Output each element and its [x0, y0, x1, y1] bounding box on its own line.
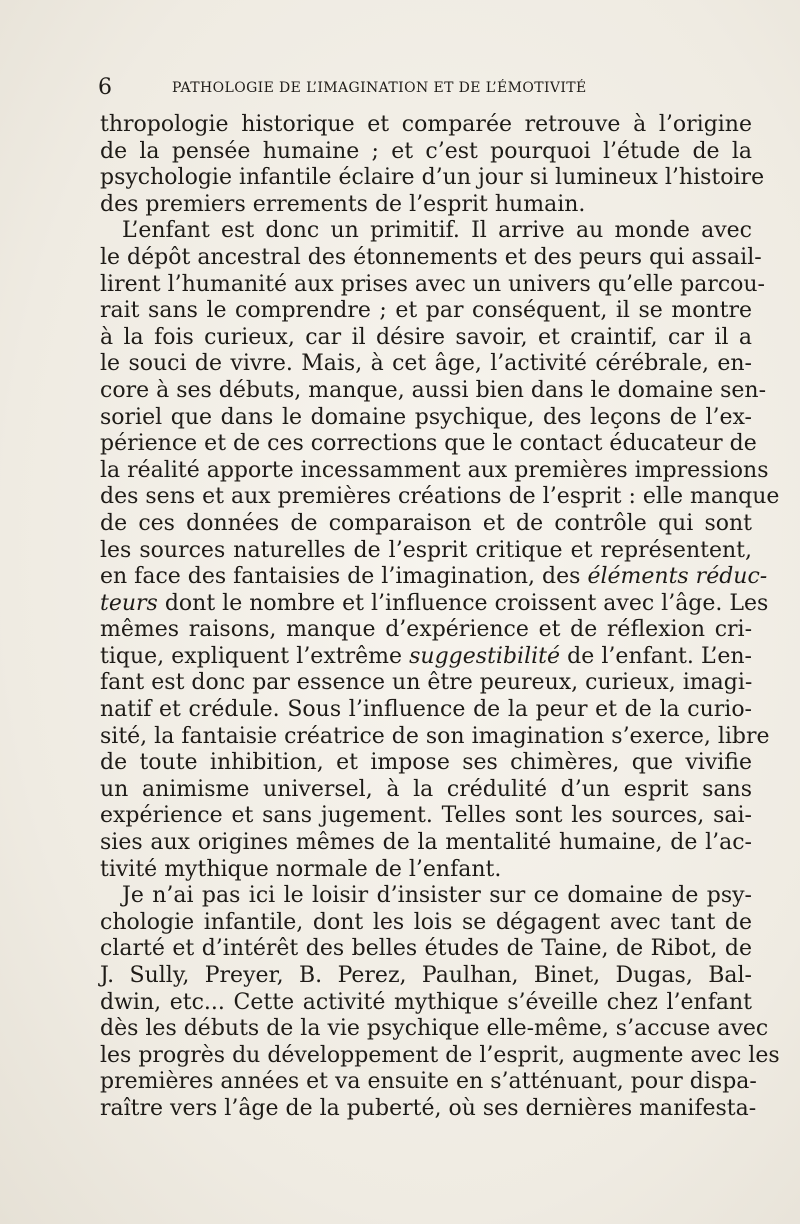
running-head: [98, 74, 758, 104]
body-text: [100, 112, 780, 1123]
text-line: core à ses débuts, manque, aussi bien dans le domaine sen-: [100, 377, 767, 403]
text-segment: en face des fantaisies de l’imagination, des: [100, 564, 581, 590]
text-line: natif et crédule. Sous l’influence de la peur et de la curio-: [100, 697, 752, 723]
text-line: psychologie infantile éclaire d’un jour si lumineux l’histoire: [100, 165, 765, 191]
text-line: de toute inhibition, et impose ses chimères, que vivifie: [100, 750, 752, 776]
italic-term: éléments réduc-: [587, 564, 768, 590]
text-line: la réalité apporte incessamment aux premières impressions: [100, 457, 769, 483]
text-line: fant est donc par essence un être peureux, curieux, imagi-: [100, 670, 753, 696]
text-line: dwin, etc... Cette activité mythique s’éveille chez l’enfant: [100, 989, 752, 1015]
text-line: expérience et sans jugement. Telles sont les sources, sai-: [100, 803, 752, 829]
text-line: des sens et aux premières créations de l’esprit : elle manque: [100, 484, 780, 510]
text-line: raître vers l’âge de la puberté, où ses dernières manifesta-: [100, 1095, 757, 1121]
text-line: premières années et va ensuite en s’atténuant, pour dispa-: [100, 1069, 757, 1095]
text-line: lirent l’humanité aux prises avec un univers qu’elle parcou-: [100, 271, 765, 297]
text-line: chologie infantile, dont les lois se dégagent avec tant de: [100, 909, 752, 935]
text-line: J. Sully, Preyer, B. Perez, Paulhan, Binet, Dugas, Bal-: [100, 963, 752, 988]
text-line: Je n’ai pas ici le loisir d’insister sur ce domaine de psy-: [122, 883, 752, 909]
text-line: thropologie historique et comparée retrouve à l’origine: [100, 112, 752, 137]
text-line: un animisme universel, à la crédulité d’un esprit sans: [100, 776, 752, 802]
text-line: [100, 644, 752, 671]
text-line: rait sans le comprendre ; et par conséquent, il se montre: [100, 298, 752, 324]
text-line: sité, la fantaisie créatrice de son imagination s’exerce, libre: [100, 723, 770, 749]
text-line: mêmes raisons, manque d’expérience et de réflexion cri-: [100, 617, 752, 643]
text-segment: de l’enfant. L’en-: [567, 643, 752, 669]
text-line: L’enfant est donc un primitif. Il arrive au monde avec: [122, 218, 752, 244]
text-line: de ces données de comparaison et de contrôle qui sont: [100, 510, 752, 536]
text-line: tivité mythique normale de l’enfant.: [100, 856, 502, 882]
text-line: sies aux origines mêmes de la mentalité humaine, de l’ac-: [100, 830, 752, 856]
text-segment: dont le nombre et l’influence croissent avec l’âge. Les: [164, 590, 769, 616]
running-title: PATHOLOGIE DE L’IMAGINATION ET DE L’ÉMOTIVITÉ: [172, 80, 587, 96]
text-line: dès les débuts de la vie psychique elle-même, s’accuse avec: [100, 1016, 769, 1042]
text-line: [100, 590, 769, 618]
text-line: le souci de vivre. Mais, à cet âge, l’activité cérébrale, en-: [100, 351, 752, 377]
text-line: de la pensée humaine ; et c’est pourquoi l’étude de la: [100, 138, 752, 164]
text-line: soriel que dans le domaine psychique, des leçons de l’ex-: [100, 404, 752, 430]
page-number: 6: [98, 75, 112, 100]
text-line: périence et de ces corrections que le contact éducateur de: [100, 431, 757, 457]
italic-term: suggestibilité: [409, 643, 561, 669]
italic-term: teurs: [100, 590, 158, 616]
text-line: à la fois curieux, car il désire savoir, et craintif, car il a: [100, 324, 752, 350]
text-line: les progrès du développement de l’esprit, augmente avec les: [100, 1042, 780, 1068]
text-line: le dépôt ancestral des étonnements et des peurs qui assail-: [100, 244, 762, 270]
text-segment: tique, expliquent l’extrême: [100, 643, 402, 669]
text-line: clarté et d’intérêt des belles études de Taine, de Ribot, de: [100, 936, 752, 962]
text-line: [100, 564, 768, 591]
text-line: les sources naturelles de l’esprit critique et représentent,: [100, 537, 752, 563]
text-line: des premiers errements de l’esprit humain.: [100, 191, 586, 217]
